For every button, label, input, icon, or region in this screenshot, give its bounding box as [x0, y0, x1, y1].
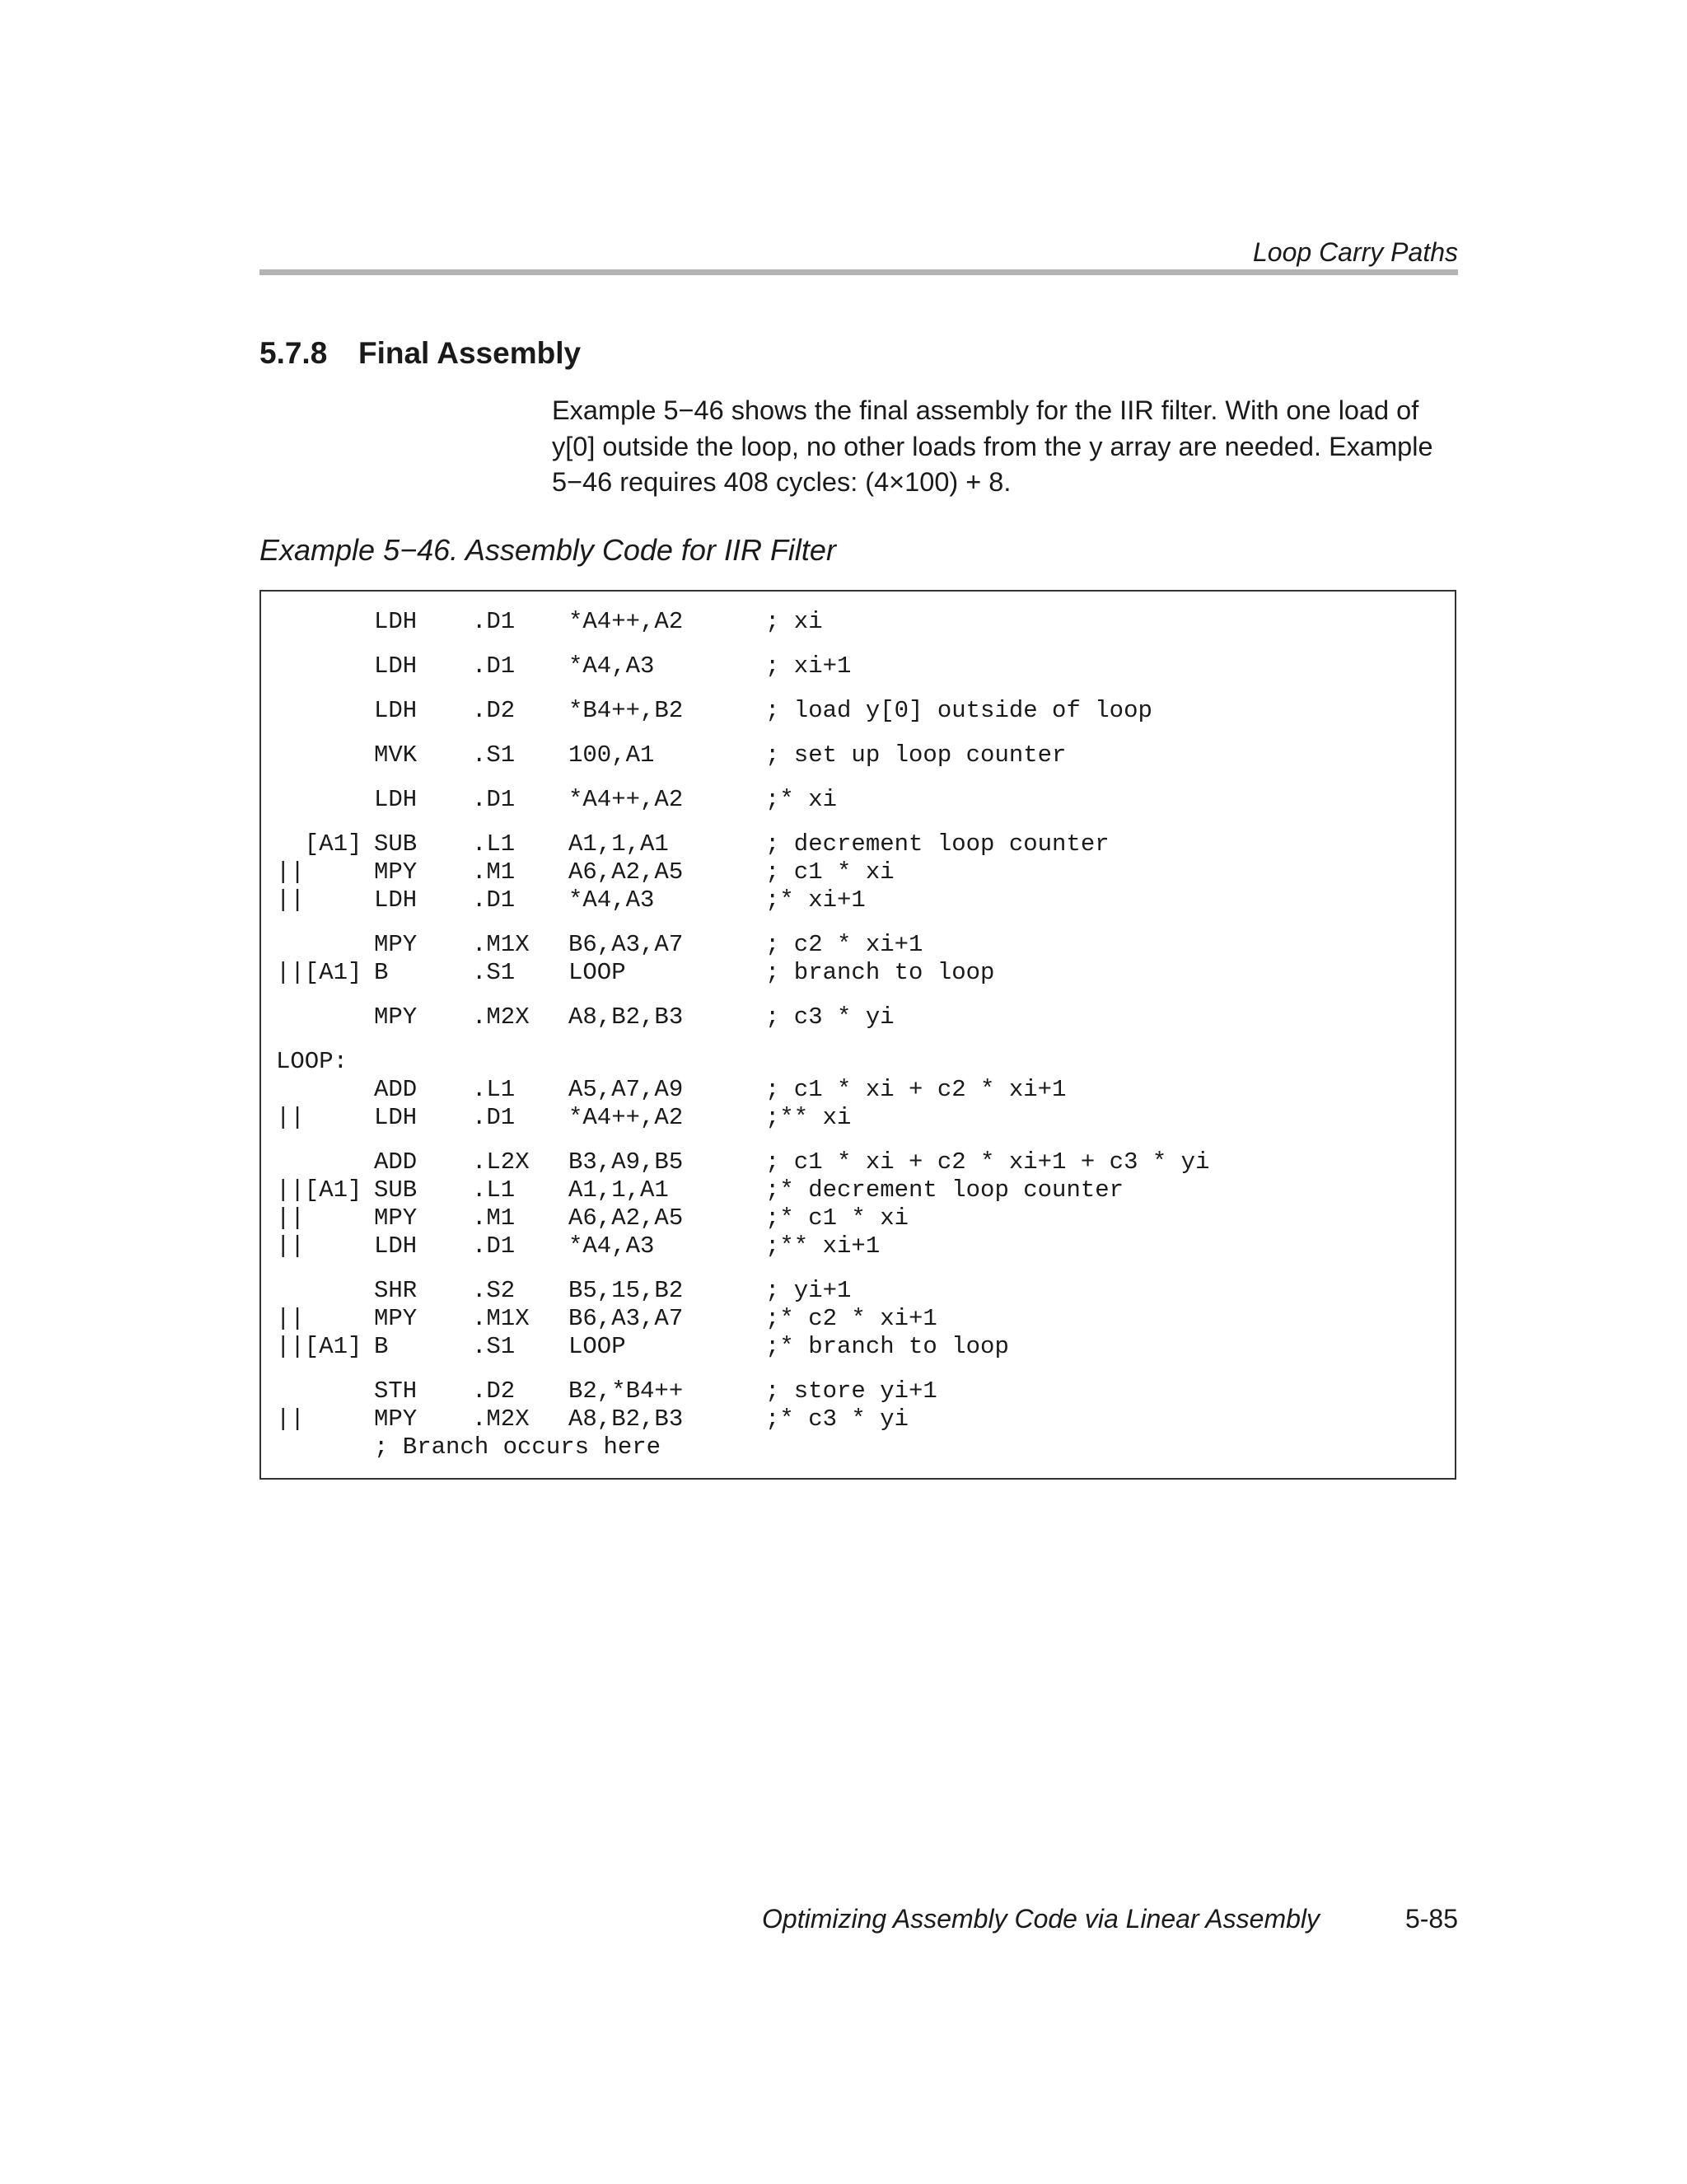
- body-paragraph: Example 5−46 shows the final assembly for the IIR filter. With one load of y[0] outside the loop, no other loads from the y array are needed. Example 5−46 requires 408 cycles: (4×100) + 8.: [552, 395, 1433, 497]
- code-prefix: ||: [276, 1104, 305, 1131]
- code-line: [261, 959, 995, 987]
- code-unit: .D1: [472, 652, 516, 680]
- code-comment: ; load y[0] outside of loop: [765, 697, 1152, 724]
- code-opcode: LDH: [374, 697, 418, 724]
- code-comment: ;* branch to loop: [765, 1333, 1009, 1360]
- code-opcode: MPY: [374, 858, 418, 886]
- code-comment: ; decrement loop counter: [765, 830, 1110, 858]
- page-number: 5-85: [1404, 1904, 1458, 1934]
- code-operands: A8,B2,B3: [568, 1003, 684, 1031]
- code-operands: A8,B2,B3: [568, 1405, 684, 1433]
- code-operands: B2,*B4++: [568, 1377, 684, 1405]
- code-opcode: ADD: [374, 1148, 418, 1176]
- code-unit: .L1: [472, 1176, 516, 1204]
- code-opcode: MPY: [374, 1204, 418, 1232]
- code-prefix: ||: [276, 1405, 305, 1433]
- code-line: [261, 886, 866, 914]
- code-opcode: STH: [374, 1377, 418, 1405]
- code-opcode: LDH: [374, 1104, 418, 1131]
- code-line: [261, 1076, 1067, 1104]
- code-opcode: LDH: [374, 886, 418, 914]
- code-unit: .M2X: [472, 1003, 530, 1031]
- code-line: [261, 1003, 895, 1031]
- code-comment: ;** xi: [765, 1104, 852, 1131]
- code-opcode: LDH: [374, 786, 418, 813]
- code-comment: ;* xi+1: [765, 886, 866, 914]
- code-unit: .D1: [472, 608, 516, 635]
- code-comment: ;** xi+1: [765, 1232, 881, 1260]
- code-comment: ;* xi: [765, 786, 838, 813]
- code-operands: B6,A3,A7: [568, 1305, 684, 1332]
- code-unit: .S1: [472, 741, 516, 769]
- code-unit: .M2X: [472, 1405, 530, 1433]
- code-operands: A5,A7,A9: [568, 1076, 684, 1103]
- code-prefix: ||[A1]: [276, 1333, 362, 1360]
- code-comment: ; Branch occurs here: [374, 1433, 661, 1461]
- code-unit: .M1: [472, 858, 516, 886]
- section-number: 5.7.8: [259, 336, 328, 370]
- section-heading: [259, 333, 581, 374]
- code-operands: *A4++,A2: [568, 786, 684, 813]
- code-line: [261, 1176, 1124, 1204]
- code-operands: B3,A9,B5: [568, 1148, 684, 1176]
- code-opcode: LDH: [374, 652, 418, 680]
- example-caption: Example 5−46. Assembly Code for IIR Filter: [259, 533, 836, 567]
- code-comment: ; c1 * xi + c2 * xi+1: [765, 1076, 1067, 1103]
- loop-label: LOOP:: [276, 1048, 348, 1075]
- code-operands: *A4++,A2: [568, 1104, 684, 1131]
- code-unit: .D1: [472, 786, 516, 813]
- code-unit: .L2X: [472, 1148, 530, 1176]
- code-opcode: MPY: [374, 1305, 418, 1332]
- code-prefix: ||: [276, 1305, 305, 1332]
- code-opcode: B: [374, 959, 389, 986]
- code-comment: ;* decrement loop counter: [765, 1176, 1124, 1204]
- code-opcode: ADD: [374, 1076, 418, 1103]
- code-comment: ;* c3 * yi: [765, 1405, 909, 1433]
- code-operands: *A4,A3: [568, 652, 655, 680]
- code-line: [261, 1333, 1009, 1361]
- code-unit: .M1X: [472, 931, 530, 958]
- code-prefix: ||[A1]: [276, 959, 362, 986]
- footer-title: Optimizing Assembly Code via Linear Assembly: [762, 1904, 1320, 1934]
- code-comment: ; c1 * xi: [765, 858, 895, 886]
- code-opcode: MVK: [374, 741, 418, 769]
- code-operands: *A4,A3: [568, 1232, 655, 1260]
- code-comment: ;* c2 * xi+1: [765, 1305, 937, 1332]
- code-unit: .S2: [472, 1277, 516, 1304]
- code-line: [261, 786, 838, 814]
- code-opcode: LDH: [374, 608, 418, 635]
- code-operands: LOOP: [568, 959, 626, 986]
- code-prefix: ||: [276, 886, 305, 914]
- code-line: [261, 1305, 937, 1333]
- code-unit: .D2: [472, 697, 516, 724]
- header-rule: [259, 269, 1458, 275]
- running-header: Loop Carry Paths: [1252, 237, 1458, 267]
- code-unit: .D1: [472, 1232, 516, 1260]
- code-unit: .M1X: [472, 1305, 530, 1332]
- code-opcode: MPY: [374, 931, 418, 958]
- code-operands: *A4,A3: [568, 886, 655, 914]
- section-title: Final Assembly: [358, 336, 582, 370]
- code-operands: B6,A3,A7: [568, 931, 684, 958]
- code-unit: .D2: [472, 1377, 516, 1405]
- code-prefix: ||: [276, 858, 305, 886]
- code-line: [261, 1405, 909, 1433]
- code-operands: LOOP: [568, 1333, 626, 1360]
- code-line: [261, 858, 895, 886]
- code-operands: A1,1,A1: [568, 830, 669, 858]
- code-operands: A6,A2,A5: [568, 858, 684, 886]
- code-comment: ; c1 * xi + c2 * xi+1 + c3 * yi: [765, 1148, 1210, 1176]
- code-line: [261, 741, 1067, 769]
- code-operands: B5,15,B2: [568, 1277, 684, 1304]
- code-unit: .S1: [472, 959, 516, 986]
- code-line: [261, 697, 1152, 725]
- code-line: [261, 1148, 1210, 1176]
- code-comment: ; c3 * yi: [765, 1003, 895, 1031]
- code-operands: *B4++,B2: [568, 697, 684, 724]
- code-line: [261, 830, 1110, 858]
- code-line: [261, 931, 923, 959]
- code-operands: 100,A1: [568, 741, 655, 769]
- code-line: [261, 1433, 661, 1461]
- code-line: [261, 608, 823, 636]
- code-line: [261, 1048, 348, 1076]
- code-opcode: MPY: [374, 1003, 418, 1031]
- code-line: [261, 1204, 909, 1232]
- code-line: [261, 652, 852, 680]
- code-line: [261, 1104, 852, 1132]
- code-comment: ; xi+1: [765, 652, 852, 680]
- code-line: [261, 1277, 852, 1305]
- code-unit: .L1: [472, 1076, 516, 1103]
- code-opcode: LDH: [374, 1232, 418, 1260]
- code-unit: .D1: [472, 886, 516, 914]
- code-unit: .S1: [472, 1333, 516, 1360]
- code-opcode: SHR: [374, 1277, 418, 1304]
- code-operands: *A4++,A2: [568, 608, 684, 635]
- code-line: [261, 1377, 937, 1405]
- code-prefix: ||[A1]: [276, 1176, 362, 1204]
- code-unit: .M1: [472, 1204, 516, 1232]
- code-operands: A1,1,A1: [568, 1176, 669, 1204]
- code-comment: ; xi: [765, 608, 823, 635]
- code-prefix: [A1]: [276, 830, 362, 858]
- code-opcode: MPY: [374, 1405, 418, 1433]
- code-comment: ; branch to loop: [765, 959, 995, 986]
- code-prefix: ||: [276, 1232, 305, 1260]
- code-comment: ; store yi+1: [765, 1377, 937, 1405]
- code-unit: .D1: [472, 1104, 516, 1131]
- code-comment: ; set up loop counter: [765, 741, 1067, 769]
- code-comment: ;* c1 * xi: [765, 1204, 909, 1232]
- code-opcode: B: [374, 1333, 389, 1360]
- code-listing: [259, 590, 1456, 1480]
- code-comment: ; yi+1: [765, 1277, 852, 1304]
- code-line: [261, 1232, 881, 1260]
- code-comment: ; c2 * xi+1: [765, 931, 923, 958]
- code-opcode: SUB: [374, 830, 418, 858]
- code-operands: A6,A2,A5: [568, 1204, 684, 1232]
- code-opcode: SUB: [374, 1176, 418, 1204]
- code-prefix: ||: [276, 1204, 305, 1232]
- code-unit: .L1: [472, 830, 516, 858]
